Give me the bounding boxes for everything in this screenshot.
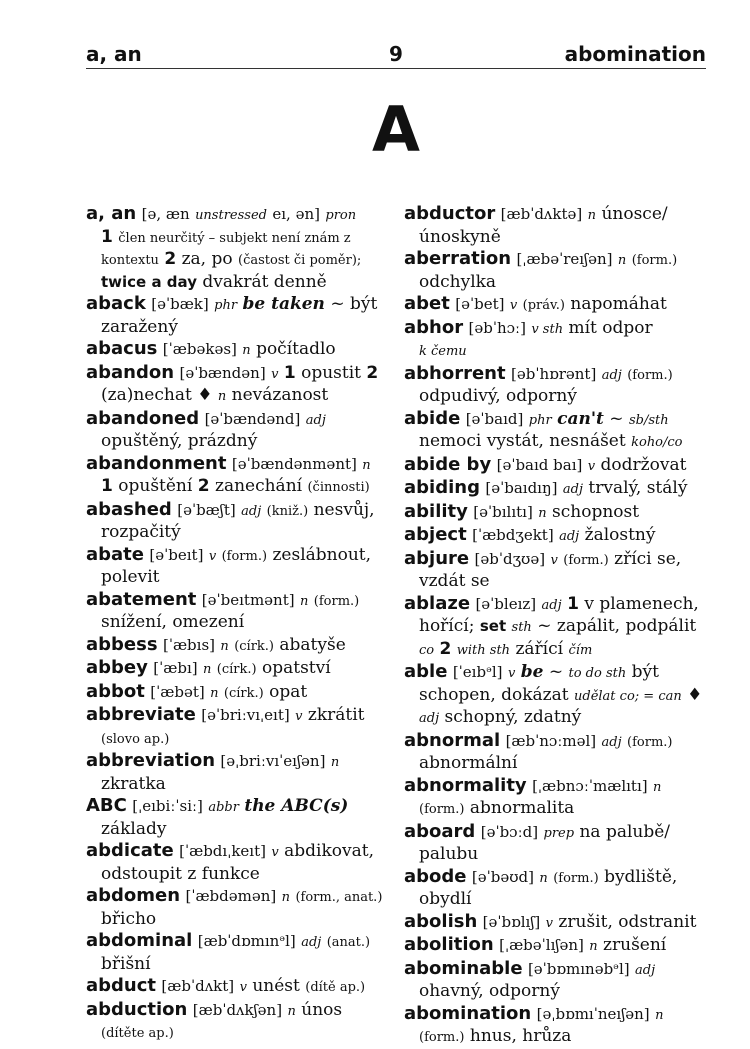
headword: abduct bbox=[86, 975, 157, 996]
headword: abomination bbox=[404, 1002, 532, 1024]
headword: abject bbox=[404, 524, 467, 545]
entry-abode: abode [əˈbəʊd] n (form.) bydliště, obydlí bbox=[404, 865, 678, 909]
entry-abnormality: abnormality [ˌæbnɔːˈmælıtı] n (form.) abnormalita bbox=[404, 774, 662, 818]
entry-ablaze: ablaze [əˈbleız] adj 1 v plamenech, hořící; set sth ~ zapálit, podpálit co 2 with sth zářící čím bbox=[404, 592, 699, 659]
entry-abdomen: abdomen [ˈæbdəmən] n (form., anat.) břicho bbox=[86, 885, 383, 929]
headword: abbot bbox=[86, 680, 145, 702]
page-number: 9 bbox=[389, 42, 403, 66]
entry-abiding: abiding [əˈbaıdıŋ] adj trvalý, stálý bbox=[404, 477, 688, 498]
headword: abnormal bbox=[404, 729, 501, 751]
headword: aboard bbox=[404, 820, 476, 842]
headword: aback bbox=[86, 293, 146, 314]
entry-abhorrent: abhorrent [əbˈhɒrənt] adj (form.) odpudivý, odporný bbox=[404, 362, 673, 406]
headword: abide by bbox=[404, 453, 492, 475]
headword: abjure bbox=[404, 547, 470, 569]
entry-abandon: abandon [əˈbændən] v 1 opustit 2 (za)nechat ♦ n nevázanost bbox=[86, 361, 379, 405]
headword: abolition bbox=[404, 934, 494, 955]
headword: abbreviation bbox=[86, 750, 216, 771]
entry-abbreviate: abbreviate [əˈbriːvıˌeıt] v zkrátit (slovo ap.) bbox=[86, 704, 365, 747]
entry-abolish: abolish [əˈbɒlıʃ] v zrušit, odstranit bbox=[404, 910, 697, 932]
entry-abide-by: abide by [əˈbaıd baı] v dodržovat bbox=[404, 453, 687, 475]
entry-abject: abject [ˈæbdʒekt] adj žalostný bbox=[404, 524, 656, 545]
header-rule bbox=[86, 68, 706, 69]
diamond-icon: ♦ bbox=[197, 385, 213, 405]
headword: able bbox=[404, 661, 448, 682]
headword: abandoned bbox=[86, 407, 200, 429]
entry-abacus: abacus [ˈæbəkəs] n počítadlo bbox=[86, 338, 336, 359]
running-header bbox=[86, 40, 706, 68]
entry-abandonment: abandonment [əˈbændənmənt] n 1 opuštění 2 zanechání (činnosti) bbox=[86, 452, 371, 496]
entry-abjure: abjure [əbˈdʒʊə] v (form.) zříci se, vzdát se bbox=[404, 547, 682, 591]
entry-abdominal: abdominal [æbˈdɒmınᵊl] adj (anat.) břišní bbox=[86, 930, 371, 974]
headword: abatement bbox=[86, 588, 197, 610]
entry-aboard: aboard [əˈbɔːd] prep na palubě/ palubu bbox=[404, 820, 671, 864]
entry-aback: aback [əˈbæk] phr be taken ~ být zaražený bbox=[86, 293, 378, 337]
headword: abode bbox=[404, 865, 467, 887]
entry-abbess: abbess [ˈæbıs] n (círk.) abatyše bbox=[86, 633, 346, 655]
headword: abiding bbox=[404, 477, 480, 498]
headword: abduction bbox=[86, 998, 188, 1020]
entry-able: able [ˈeıbᵊl] v be ~ to do sth být schopen, dokázat udělat co; = can ♦ adj schopný, zdatný bbox=[404, 661, 703, 727]
entry-aberration: aberration [ˌæbəˈreıʃən] n (form.) odchylka bbox=[404, 248, 678, 292]
entry-abduct: abduct [æbˈdʌkt] v unést (dítě ap.) bbox=[86, 975, 366, 996]
entry-abomination: abomination [əˌbɒmıˈneıʃən] n (form.) hnus, hrůza bbox=[404, 1002, 664, 1046]
entry-abdicate: abdicate [ˈæbdıˌkeıt] v abdikovat, odstoupit z funkce bbox=[86, 840, 374, 884]
headword: abide bbox=[404, 407, 461, 429]
headword: abandon bbox=[86, 361, 175, 383]
entry-abbey: abbey [ˈæbı] n (círk.) opatství bbox=[86, 657, 331, 678]
entry-abatement: abatement [əˈbeıtmənt] n (form.) snížení, omezení bbox=[86, 588, 360, 632]
headword: a, an bbox=[86, 203, 137, 224]
section-letter: A bbox=[372, 93, 420, 166]
entry-abhor: abhor [əbˈhɔː] v sth mít odpor k čemu bbox=[404, 316, 653, 359]
entry-abide: abide [əˈbaıd] phr can't ~ sb/sth nemoci vystát, nesnášet koho/co bbox=[404, 407, 683, 451]
headword: aberration bbox=[404, 248, 512, 269]
headword: abductor bbox=[404, 203, 496, 224]
left-guide-word: a, an bbox=[86, 42, 142, 66]
headword: abhorrent bbox=[404, 362, 506, 384]
headword: abbess bbox=[86, 633, 158, 655]
entry-abashed: abashed [əˈbæʃt] adj (kniž.) nesvůj, rozpačitý bbox=[86, 498, 375, 542]
entry-abduction: abduction [æbˈdʌkʃən] n únos (dítěte ap.) bbox=[86, 998, 343, 1041]
entry-abbot: abbot [ˈæbət] n (círk.) opat bbox=[86, 680, 308, 702]
entry-abnormal: abnormal [æbˈnɔːməl] adj (form.) abnormální bbox=[404, 729, 673, 773]
headword: ABC bbox=[86, 795, 127, 816]
headword: abet bbox=[404, 293, 450, 314]
headword: abate bbox=[86, 543, 144, 565]
headword: abdicate bbox=[86, 840, 174, 861]
headword: abdominal bbox=[86, 930, 193, 951]
entry-abbreviation: abbreviation [əˌbriːvıˈeıʃən] n zkratka bbox=[86, 750, 340, 794]
headword: abandonment bbox=[86, 452, 227, 474]
right-guide-word: abomination bbox=[564, 42, 706, 66]
left-column bbox=[86, 203, 386, 1045]
entry-abolition: abolition [ˌæbəˈlıʃən] n zrušení bbox=[404, 934, 667, 955]
headword: abbey bbox=[86, 657, 148, 678]
entry-abominable: abominable [əˈbɒmınəbᵊl] adj ohavný, odporný bbox=[404, 957, 656, 1001]
right-column bbox=[404, 203, 704, 1049]
headword: abhor bbox=[404, 316, 464, 338]
entry-abductor: abductor [æbˈdʌktə] n únosce/ únoskyně bbox=[404, 203, 668, 247]
entry-abandoned: abandoned [əˈbændənd] adj opuštěný, prázdný bbox=[86, 407, 326, 451]
entry-abc: ABC [ˌeıbiːˈsiː] abbr the ABC(s) základy bbox=[86, 795, 349, 839]
entry-ability: ability [əˈbılıtı] n schopnost bbox=[404, 500, 640, 522]
headword: abdomen bbox=[86, 885, 181, 906]
headword: ablaze bbox=[404, 592, 471, 614]
entry-abet: abet [əˈbet] v (práv.) napomáhat bbox=[404, 293, 667, 314]
headword: abolish bbox=[404, 910, 478, 932]
entry-a-an: a, an [ə, æn unstressed eı, ən] pron 1 člen neurčitý – subjekt není znám z kontextu 2 za, po (častost či poměr); twice a day dvakrát denně bbox=[86, 203, 362, 292]
headword: ability bbox=[404, 500, 468, 522]
headword: abacus bbox=[86, 338, 158, 359]
headword: abbreviate bbox=[86, 704, 196, 725]
headword: abashed bbox=[86, 498, 172, 520]
diamond-icon: ♦ bbox=[687, 684, 703, 705]
entry-abate: abate [əˈbeıt] v (form.) zeslábnout, polevit bbox=[86, 543, 372, 587]
headword: abnormality bbox=[404, 774, 527, 796]
headword: abominable bbox=[404, 957, 523, 979]
